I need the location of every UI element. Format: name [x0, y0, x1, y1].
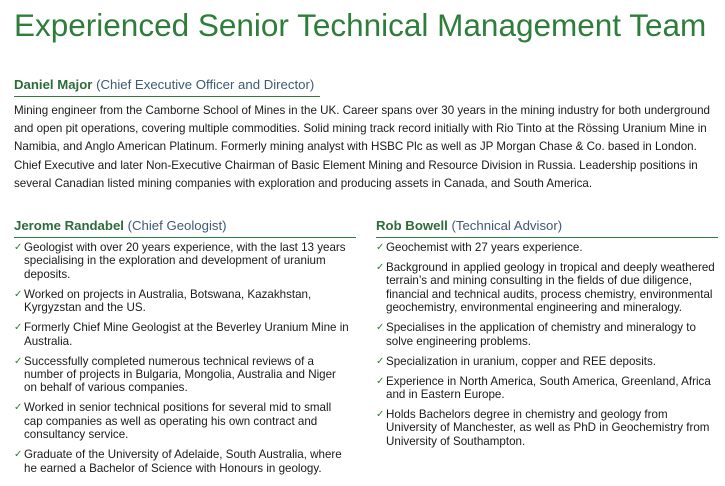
geologist-bullet: ✓ Geologist with over 20 years experience, with the last 13 years specialising in the exploration and development of uranium deposits.	[14, 241, 346, 281]
geologist-bullet: ✓ Graduate of the University of Adelaide, South Australia, where he earned a Bachelor of Science with Honours in geology.	[14, 448, 342, 475]
checkmark-icon: ✓	[376, 322, 385, 334]
advisor-bullet: ✓ Specialises in the application of chemistry and mineralogy to solve engineering problems.	[376, 321, 696, 348]
advisor-heading	[376, 217, 718, 238]
checkmark-icon: ✓	[376, 242, 385, 253]
checkmark-icon: ✓	[14, 402, 23, 414]
geologist-bullet: ✓ Worked in senior technical positions for several mid to small cap companies as well as operating his own contract and consultancy service.	[14, 401, 332, 442]
checkmark-icon: ✓	[376, 375, 385, 387]
advisor-name: Rob Bowell	[376, 218, 448, 233]
advisor-role: (Technical Advisor)	[451, 218, 563, 233]
geologist-bullet: ✓ Formerly Chief Mine Geologist at the Beverley Uranium Mine in Australia.	[14, 321, 349, 348]
geologist-role: (Chief Geologist)	[127, 218, 227, 233]
checkmark-icon: ✓	[376, 409, 385, 421]
checkmark-icon: ✓	[14, 322, 23, 334]
ceo-heading	[14, 76, 320, 97]
advisor-bullet: ✓ Holds Bachelors degree in chemistry and geology from University of Manchester, as well as PhD in Geochemistry from University of Southampton.	[376, 408, 710, 448]
slide-title: Experienced Senior Technical Management Team	[14, 7, 707, 43]
geologist-bullet: ✓ Successfully completed numerous technical reviews of a number of projects in Bulgaria, Mongolia, Australia and Niger on behalf of various companies.	[14, 354, 336, 395]
ceo-name: Daniel Major	[14, 77, 93, 92]
ceo-bio: Mining engineer from the Camborne School of Mines in the UK. Career spans over 30 years in the mining industry for both underground and open pit operations, covering multiple commodities. Solid mining track record initially with Rio Tinto at the Rössing Uranium Mine in Namibia, and Anglo American Platinum. Formerly mining analyst with HSBC Plc as well as JP Morgan Chase & Co. based in London. Chief Executive and later Non-Executive Chairman of Basic Element Mining and Resource Division in Russia. Leadership positions in several Canadian listed mining companies with exploration and producing assets in Canada, and South America.	[14, 104, 710, 190]
advisor-bullet: ✓ Specialization in uranium, copper and REE deposits.	[376, 354, 657, 368]
geologist-heading	[14, 217, 356, 238]
checkmark-icon: ✓	[376, 262, 385, 273]
ceo-role: (Chief Executive Officer and Director)	[96, 77, 315, 92]
checkmark-icon: ✓	[14, 355, 23, 367]
geologist-bullet: ✓ Worked on projects in Australia, Botswana, Kazakhstan, Kyrgyzstan and the US.	[14, 287, 312, 315]
advisor-bullet: ✓ Background in applied geology in tropical and deeply weathered terrain’s and mining consulting in the fields of due diligence, financial and technical audits, process chemistry, environmental geochemistry, environmental engineering and mineralogy.	[376, 261, 715, 315]
advisor-bullet-list	[376, 241, 721, 455]
checkmark-icon: ✓	[376, 355, 385, 367]
checkmark-icon: ✓	[14, 449, 23, 461]
geologist-bullet-list	[14, 241, 349, 482]
advisor-bullet: ✓ Geochemist with 27 years experience.	[376, 241, 583, 254]
advisor-bullet: ✓ Experience in North America, South America, Greenland, Africa and in Eastern Europe.	[376, 374, 711, 402]
checkmark-icon: ✓	[14, 288, 23, 300]
checkmark-icon: ✓	[14, 242, 23, 253]
geologist-name: Jerome Randabel	[14, 218, 124, 233]
